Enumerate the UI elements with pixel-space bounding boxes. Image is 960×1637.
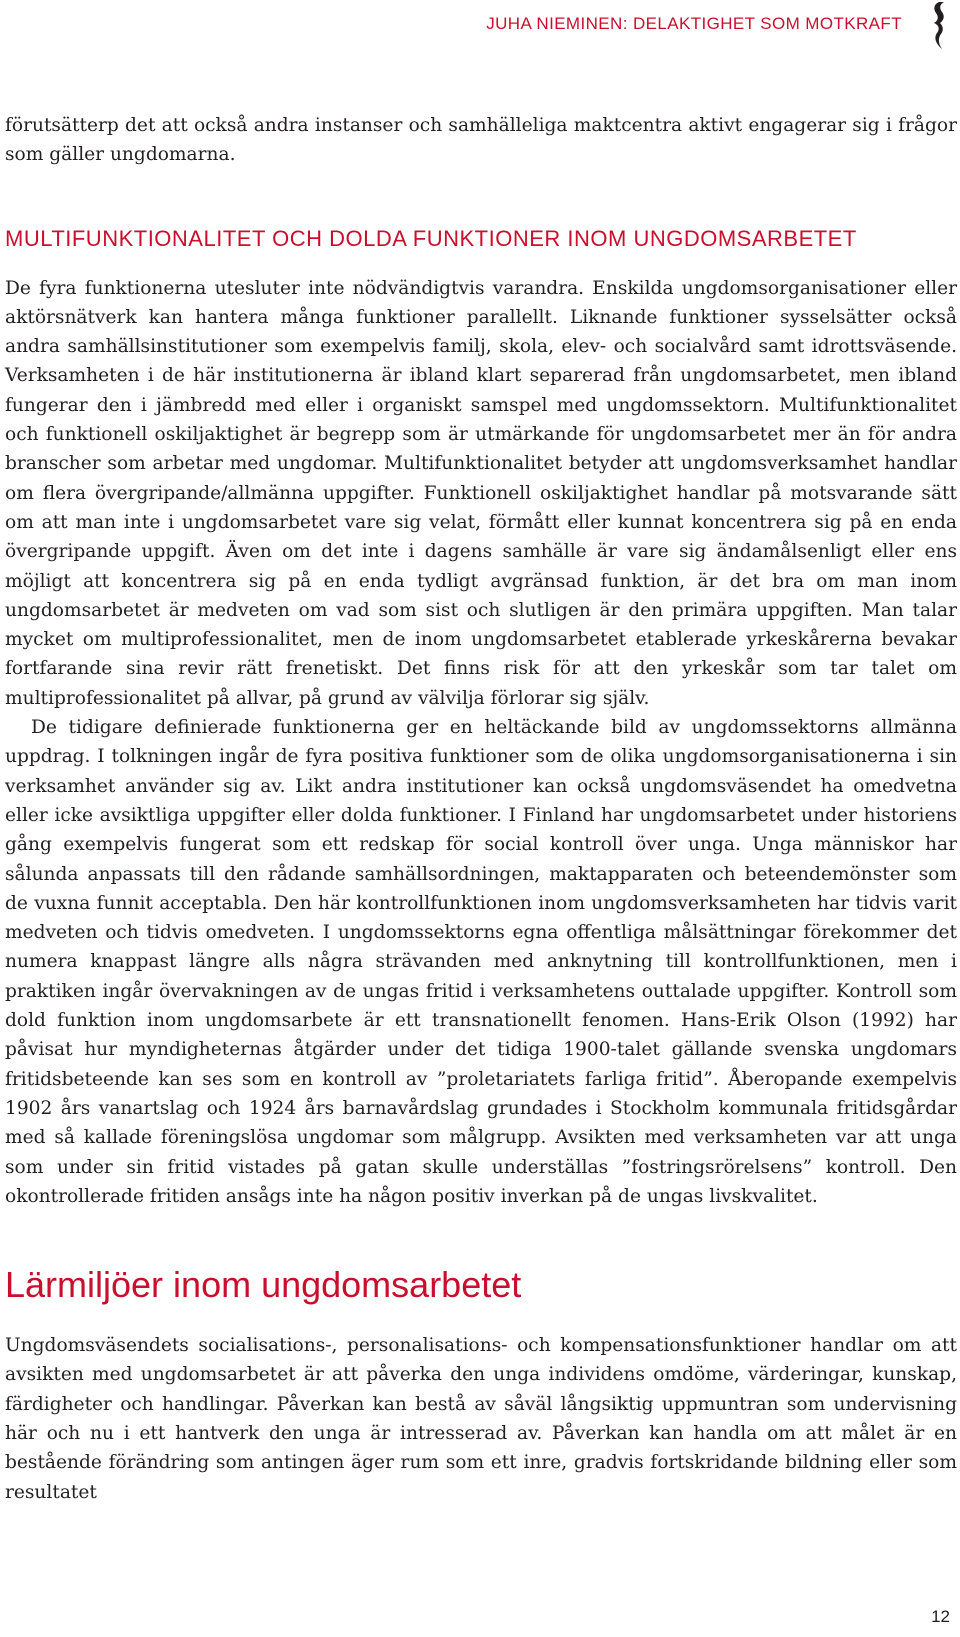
body-paragraph: Ungdomsväsendets socialisations-, personalisations- och kompensationsfunktioner handlar om att avsikten med ungdomsarbetet är att påverka den unga individens omdöme, värderingar, kunskap, färdigheter och handlingar. Påverkan kan bestå av såväl långsiktig uppmuntran som undervisning här och nu i ett hantverk den unga är intresserad av. Påverkan kan handla om att målet är en bestående förändring som antingen äger rum som ett inre, gradvis fortskridande bildning eller som resultatet [5, 1335, 957, 1503]
ornamental-bracket-icon [930, 0, 952, 52]
body-paragraph: De fyra funktionerna utesluter inte nödvändigtvis varandra. Enskilda ungdomsorganisationer eller aktörsnätverk kan hantera många funktioner parallellt. Liknande funktioner sysselsätter också andra samhällsinstitutioner som exempelvis familj, skola, elev- och socialvård samt idrottsväsende. Verksamheten i de här institutionerna är ibland klart separerad från ungdomsarbetet, men ibland fungerar den i jämbredd med eller i organiskt samspel med ungdomssektorn. Multifunktionalitet och funktionell oskiljaktighet är begrepp som är utmärkande för ungdomsarbetet mer än för andra branscher som arbetar med ungdomar. Multifunktionalitet betyder att ungdomsverksamhet handlar om flera övergripande/allmänna uppgifter. Funktionell oskiljaktighet handlar på motsvarande sätt om att man inte i ungdomsarbetet vare sig velat, förmått eller kunnat koncentrera sig på en enda övergripande uppgift. Även om det inte i dagens samhälle är vare sig ändamålsenligt eller ens möjligt att koncentrera sig på en enda tydligt avgränsad funktion, är det bra om man inom ungdomsarbetet är medveten om vad som sist och slutligen är den primära uppgiften. Man talar mycket om multiprofessionalitet, men de inom ungdomsarbetet etablerade yrkeskårerna bevakar fortfarande sina revir rätt frenetiskt. Det finns risk för att den yrkeskår som tar talet om multiprofessionalitet på allvar, på grund av välvilja förlorar sig själv. [5, 277, 957, 709]
running-header: JUHA NIEMINEN: DELAKTIGHET SOM MOTKRAFT [486, 14, 902, 33]
body-paragraph: De tidigare definierade funktionerna ger en heltäckande bild av ungdomssektorns allmänna uppdrag. I tolkningen ingår de fyra positiva funktioner som de olika ungdomsorganisationerna i sin verksamhet använder sig av. Likt andra institutioner kan också ungdomsväsendet ha omedvetna eller icke avsiktliga uppgifter eller dolda funktioner. I Finland har ungdomsarbetet under historiens gång exempelvis fungerat som ett redskap för social kontroll över unga. Unga människor har sålunda anpassats till den rådande samhällsordningen, maktapparaten och beteendemönster som de vuxna funnit acceptabla. Den här kontrollfunktionen inom ungdomsverksamheten har tidvis varit medveten och tidvis omedveten. I ungdomssektorns egna offentliga målsättningar förekommer det numera knappast längre alls några strävanden med anknytning till kontrollfunktionen, men i praktiken ingår övervakningen av de ungas fritid i verksamhetens outtalade uppgifter. Kontroll som dold funktion inom ungdomsarbete är ett transnationellt fenomen. Hans-Erik Olson (1992) har påvisat hur myndigheternas åtgärder under det tidiga 1900-talet gällande svenska ungdomars fritidsbeteende kan ses som en kontroll av ”proletariatets farliga fritid”. Åberopande exempelvis 1902 års vanartslag och 1924 års barnavårdslag grundades i Stockholm kommunala fritidsgårdar med så kallade föreningslösa ungdomar som målgrupp. Avsikten med verksamheten var att unga som under sin fritid vistades på gatan skulle underställas ”fostringsrörelsens” kontroll. Den okontrollerade fritiden ansågs inte ha någon positiv inverkan på de ungas livskvalitet. [5, 717, 957, 1207]
intro-paragraph: förutsätterp det att också andra instanser och samhälleliga maktcentra aktivt engagerar sig i frågor som gäller ungdomarna. [5, 115, 957, 166]
chapter-heading: Lärmiljöer inom ungdomsarbetet [5, 1264, 522, 1306]
article-content [5, 111, 957, 1507]
section-heading: MULTIFUNKTIONALITET OCH DOLDA FUNKTIONER INOM UNGDOMSARBETET [5, 225, 857, 251]
page-number: 12 [931, 1607, 950, 1626]
